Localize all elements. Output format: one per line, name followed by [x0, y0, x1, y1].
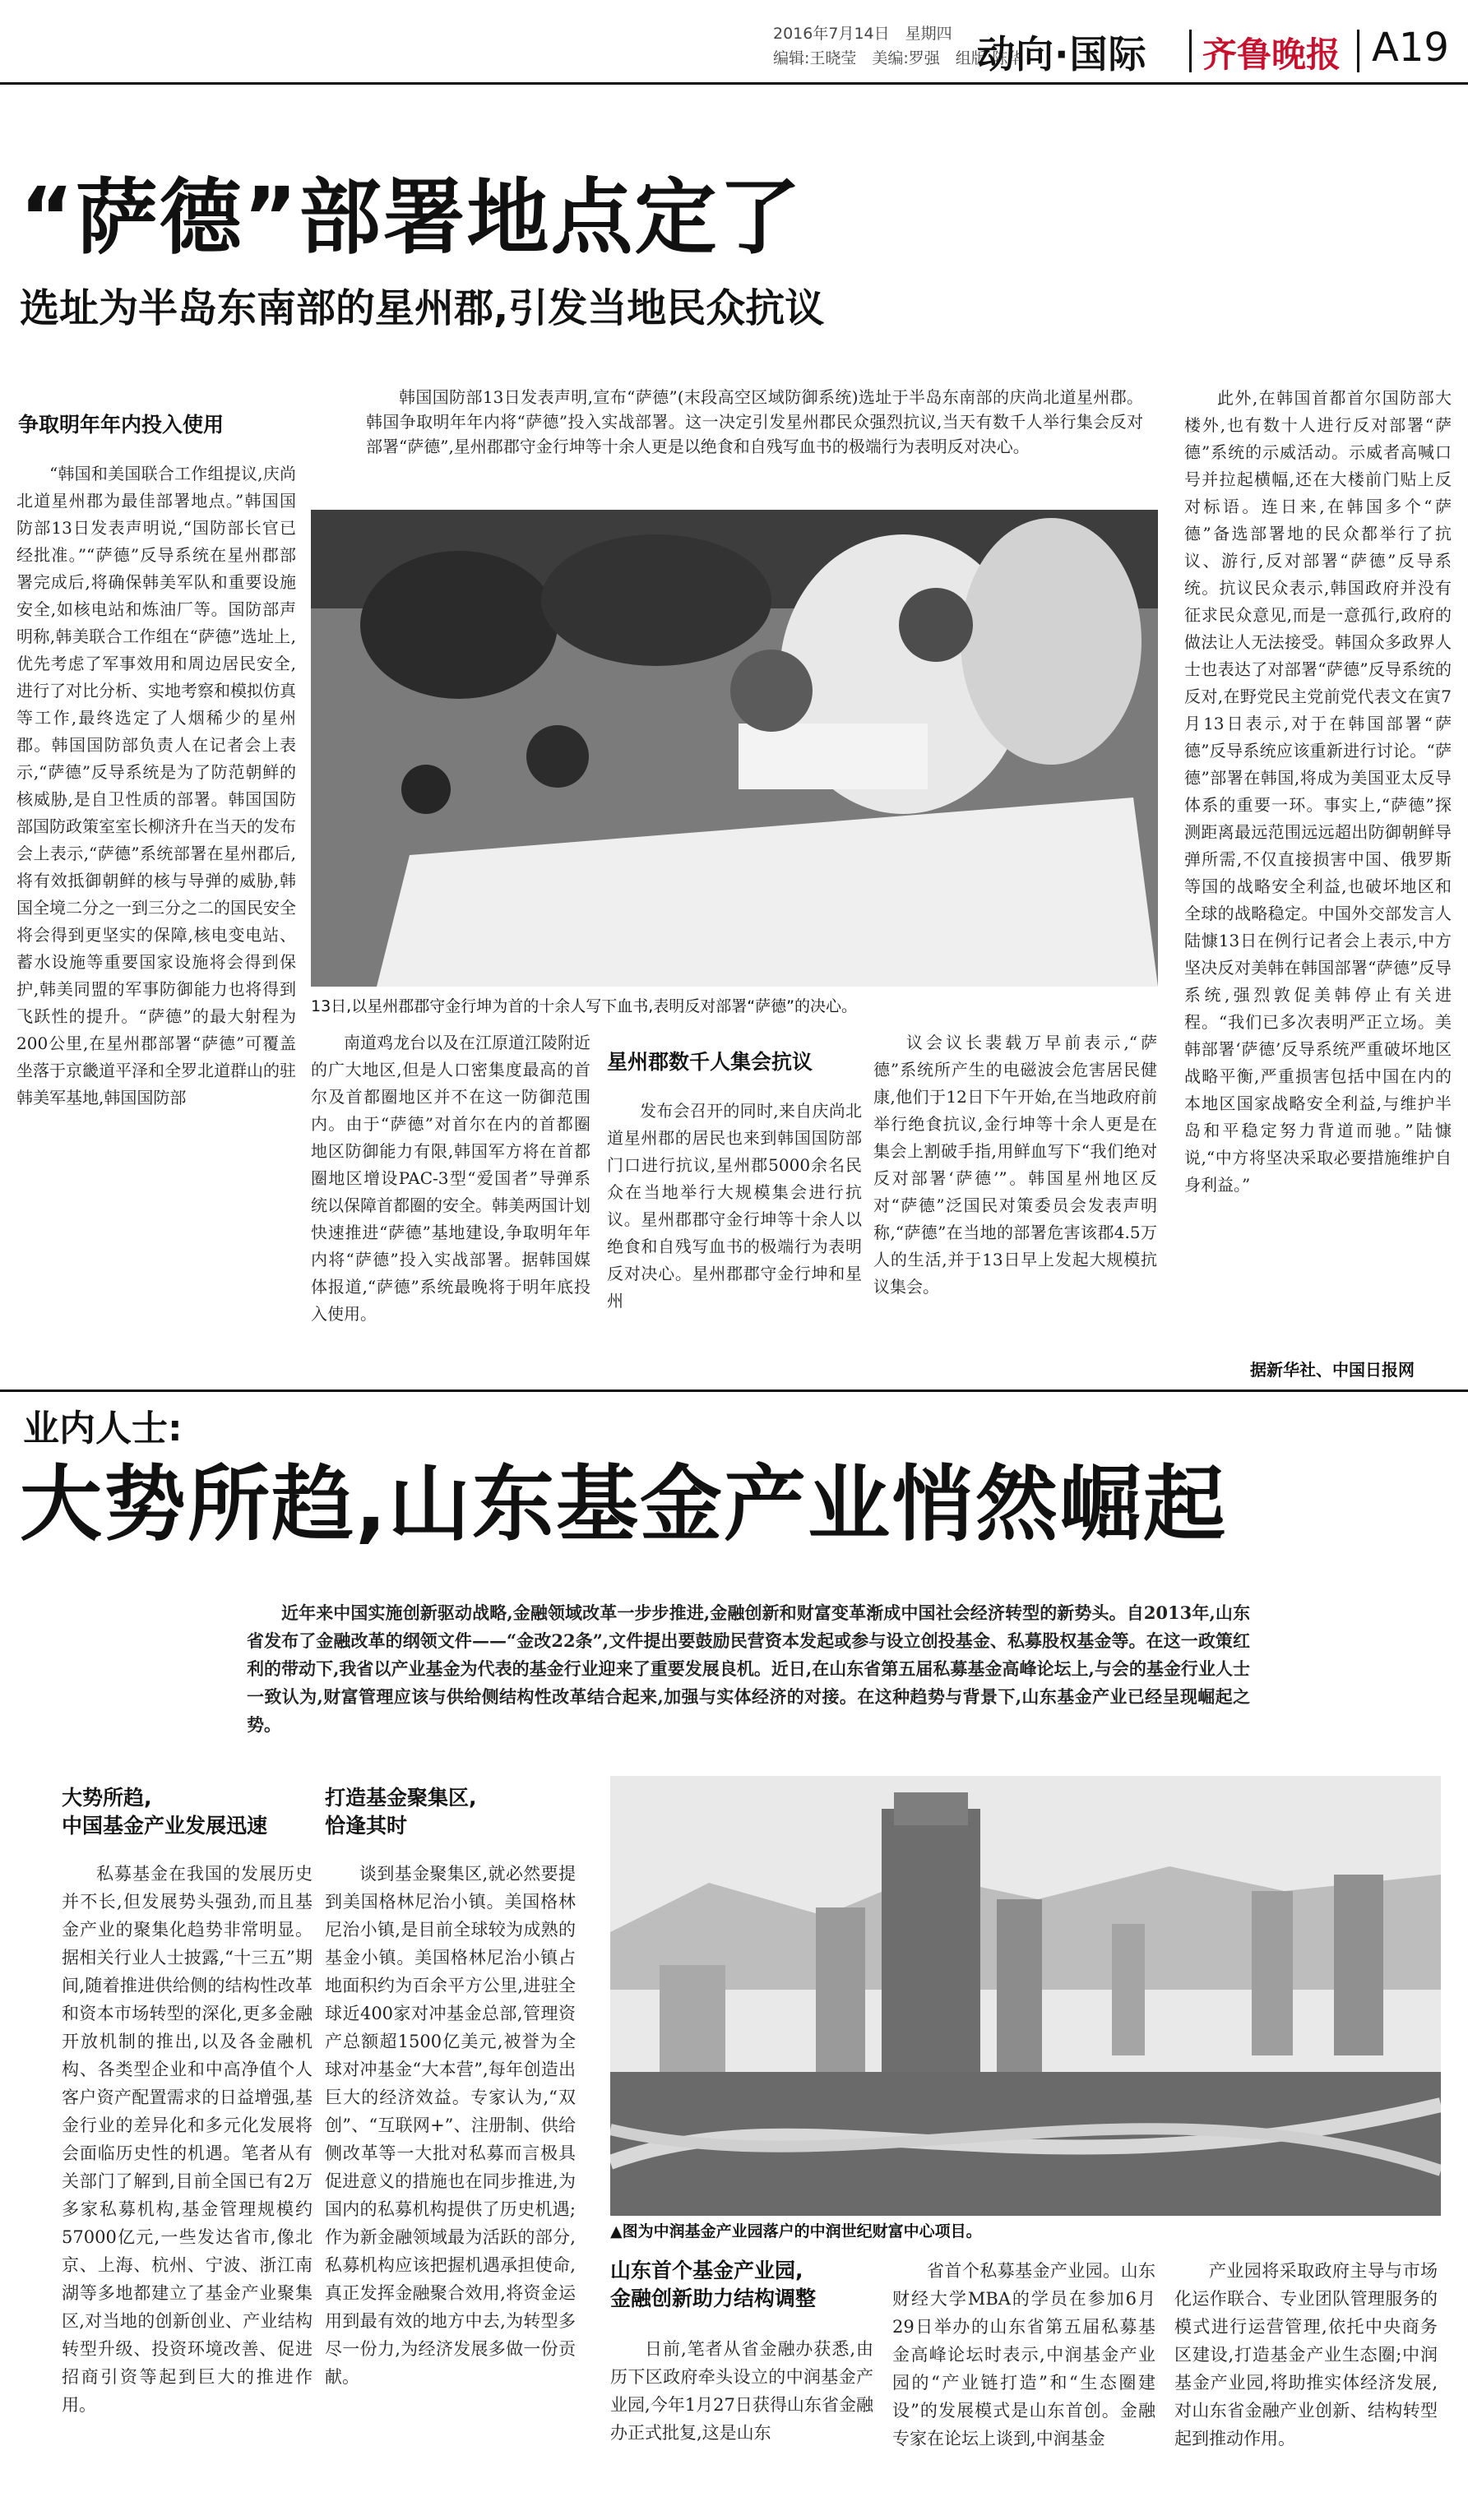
story1-column-2: 南道鸡龙台以及在江原道江陵附近的广大地区,但是人口密集度最高的首尔及首都圈地区并不在这一防御范围内。由于“萨德”对首尔在内的首都圈地区防御能力有限,韩国军方将在首都圈地区增设PAC-3型“爱国者”导弹系统以保障首都圈的安全。韩美两国计划快速推进“萨德”基地建设,争取明年年内将“萨德”投入实战部署。据韩国媒体报道,“萨德”系统最晚将于明年底投入使用。 [311, 1033, 590, 1324]
story1-column-1: “韩国和美国联合工作组提议,庆尚北道星州郡为最佳部署地点。”韩国国防部13日发表声明说,“国防部长官已经批准。”“萨德”反导系统在星州郡部署完成后,将确保韩美军队和重要设施安全,如核电站和炼油厂等。国防部声明称,韩美联合工作组在“萨德”选址上,优先考虑了军事效用和周边居民安全,进行了对比分析、实地考察和模拟仿真等工作,最终选定了人烟稀少的星州郡。韩国国防部负责人在记者会上表示,“萨德”反导系统是为了防范朝鲜的核威胁,是自卫性质的部署。韩国国防部国防政策室室长柳济升在当天的发布会上表示,“萨德”系统部署在星州郡后,将有效抵御朝鲜的核与导弹的威胁,韩国全境二分之一到三分之二的国民安全将会得到更坚实的保障,核电变电站、蓄水设施等重要国家设施将会得到保护,韩美同盟的军事防御能力也将得到飞跃性的提升。“萨德”的最大射程为200公里,在星州郡部署“萨德”可覆盖坐落于京畿道平泽和全罗北道群山的驻韩美军基地,韩国国防部 [16, 464, 296, 1107]
story1-column-4: 议会议长裴载万早前表示,“萨德”系统所产生的电磁波会危害居民健康,他们于12日下午开始,在当地政府前举行绝食抗议,金行坤等十余人更是在集会上割破手指,用鲜血写下“我们绝对反对部署‘萨德’”。韩国星州地区反对“萨德”泛国民对策委员会发表声明称,“萨德”在当地的部署危害该郡4.5万人的生活,并于13日早上发起大规模抗议集会。 [873, 1033, 1157, 1297]
issue-date: 2016年7月14日 星期四 [773, 25, 952, 43]
story1-column-5: 此外,在韩国首都首尔国防部大楼外,也有数十人进行反对部署“萨德”系统的示威活动。示威者高喊口号并拉起横幅,还在大楼前门贴上反对标语。连日来,在韩国多个“萨德”备选部署地的民众都举行了抗议、游行,反对部署“萨德”反导系统。抗议民众表示,韩国政府并没有征求民众意见,而是一意孤行,政府的做法让人无法接受。韩国众多政界人士也表达了对部署“萨德”反导系统的反对,在野党民主党前党代表文在寅7月13日表示,对于在韩国部署“萨德”反导系统应该重新进行讨论。“萨德”部署在韩国,将成为美国亚太反导体系的重要一环。事实上,“萨德”探测距离最远范围远远超出防御朝鲜导弹所需,不仅直接损害中国、俄罗斯等国的战略安全利益,也破坏地区和全球的战略稳定。中国外交部发言人陆慷13日在例行记者会上表示,中方坚决反对美韩在韩国部署“萨德”反导系统,强烈敦促美韩停止有关进程。“我们已多次表明严正立场。美韩部署‘萨德’反导系统严重破坏地区战略平衡,严重损害包括中国在内的本地区国家战略安全利益,与维护半岛和平稳定努力背道而驰。”陆慷说,“中方将坚决采取必要措施维护自身利益。” [1184, 388, 1452, 1195]
newspaper-logo: 齐鲁晚报 [1202, 35, 1341, 75]
story2-kicker: 业内人士: [23, 1408, 183, 1450]
story2-subhead-3: 山东首个基金产业园, 金融创新助力结构调整 [610, 2259, 817, 2310]
story1-source: 据新华社、中国日报网 [1250, 1360, 1415, 1380]
story2-column-2: 谈到基金聚集区,就必然要提到美国格林尼治小镇。美国格林尼治小镇,是目前全球较为成熟的基金小镇。美国格林尼治小镇占地面积约为百余平方公里,进驻全球近400家对冲基金总部,管理资产总额超1500亿美元,被誉为全球对冲基金“大本营”,每年创造出巨大的经济效益。专家认为,“双创”、“互联网+”、注册制、供给侧改革等一大批对私募而言极具促进意义的措施也在同步推进,为国内的私募机构提供了历史机遇;作为新金融领域最为活跃的部分,私募机构应该把握机遇承担使命,真正发挥金融聚合效用,将资金运用到最有效的地方中去,为转型多尽一份力,为经济发展多做一份贡献。 [325, 1864, 576, 2387]
story2-subhead-1: 大势所趋, 中国基金产业发展迅速 [62, 1786, 268, 1838]
story2-lead: 近年来中国实施创新驱动战略,金融领域改革一步步推进,金融创新和财富变革渐成中国社会经济转型的新势头。自2013年,山东省发布了金融改革的纲领文件——“金改22条”,文件提出要鼓励民营资本发起或参与设立创投基金、私募股权基金等。在这一政策红利的带动下,我省以产业基金为代表的基金行业迎来了重要发展良机。近日,在山东省第五届私募基金高峰论坛上,与会的基金行业人士一致认为,财富管理应该与供给侧结构性改革结合起来,加强与实体经济的对接。在这种趋势与背景下,山东基金产业已经呈现崛起之势。 [247, 1602, 1250, 1735]
story1-lead: 韩国国防部13日发表声明,宣布“萨德”(末段高空区域防御系统)选址于半岛东南部的庆尚北道星州郡。韩国争取明年年内将“萨德”投入实战部署。这一决定引发星州郡民众强烈抗议,当天有数千人举行集会反对部署“萨德”,星州郡郡守金行坤等十余人更是以绝食和自残写血书的极端行为表明反对决心。 [366, 387, 1143, 456]
story2-column-1: 私募基金在我国的发展历史并不长,但发展势头强劲,而且基金产业的聚集化趋势非常明显。据相关行业人士披露,“十三五”期间,随着推进供给侧的结构性改革和资本市场转型的深化,更多金融开放机制的推出,以及各金融机构、各类型企业和中高净值个人客户资产配置需求的日益增强,基金行业的差异化和多元化发展将会面临历史性的机遇。笔者从有关部门了解到,目前全国已有2万多家私募机构,基金管理规模约57000亿元,一些发达省市,像北京、上海、杭州、宁波、浙江南湖等多地都建立了基金产业聚集区,对当地的创新创业、产业结构转型升级、投资环境改善、促进招商引资等起到巨大的推进作用。 [62, 1864, 313, 2415]
section-divider [0, 1389, 1468, 1392]
editor-credits: 编辑:王晓莹 美编:罗强 组版:陈华 [773, 49, 1024, 67]
story1-subhead-1: 争取明年年内投入使用 [18, 413, 225, 437]
section-title: 动向·国际 [977, 32, 1147, 76]
story1-subhead-2: 星州郡数千人集会抗议 [607, 1050, 813, 1074]
header-divider [1357, 30, 1359, 72]
story2-subhead-2: 打造基金聚集区, 恰逢其时 [325, 1786, 477, 1838]
story1-photo-caption: 13日,以星州郡郡守金行坤为首的十余人写下血书,表明反对部署“萨德”的决心。 [311, 997, 857, 1015]
header-rule [0, 82, 1468, 85]
story1-column-3: 发布会召开的同时,来自庆尚北道星州郡的居民也来到韩国国防部门口进行抗议,星州郡5000余名民众在当地举行大规模集会进行抗议。星州郡郡守金行坤等十余人以绝食和自残写血书的极端行为表明反对决心。星州郡郡守金行坤和星州 [607, 1101, 862, 1311]
story1-photo [311, 510, 1158, 987]
story2-photo-caption: ▲图为中润基金产业园落户的中润世纪财富中心项目。 [610, 2222, 982, 2240]
header-divider [1189, 30, 1192, 72]
city-skyline-illustration [610, 1776, 1441, 2216]
story1-headline: “萨德”部署地点定了 [20, 169, 803, 266]
story2-headline: 大势所趋,山东基金产业悄然崛起 [20, 1456, 1227, 1552]
story2-column-3: 日前,笔者从省金融办获悉,由历下区政府牵头设立的中润基金产业园,今年1月27日获得山东省金融办正式批复,这是山东 [610, 2339, 873, 2443]
page-number: A19 [1372, 25, 1449, 71]
story2-column-5: 产业园将采取政府主导与市场化运作联合、专业团队管理服务的模式进行运营管理,依托中央商务区建设,打造基金产业生态圈;中润基金产业园,将助推实体经济发展,对山东省金融产业创新、结构转型起到推动作用。 [1174, 2261, 1438, 2448]
protest-photo-illustration [311, 510, 1158, 987]
story2-photo [610, 1776, 1441, 2216]
story2-column-4: 省首个私募基金产业园。山东财经大学MBA的学员在参加6月29日举办的山东省第五届私募基金高峰论坛时表示,中润基金产业园的“产业链打造”和“生态圈建设”的发展模式是山东首创。金融专家在论坛上谈到,中润基金 [892, 2261, 1155, 2448]
story1-subheadline: 选址为半岛东南部的星州郡,引发当地民众抗议 [20, 285, 825, 331]
